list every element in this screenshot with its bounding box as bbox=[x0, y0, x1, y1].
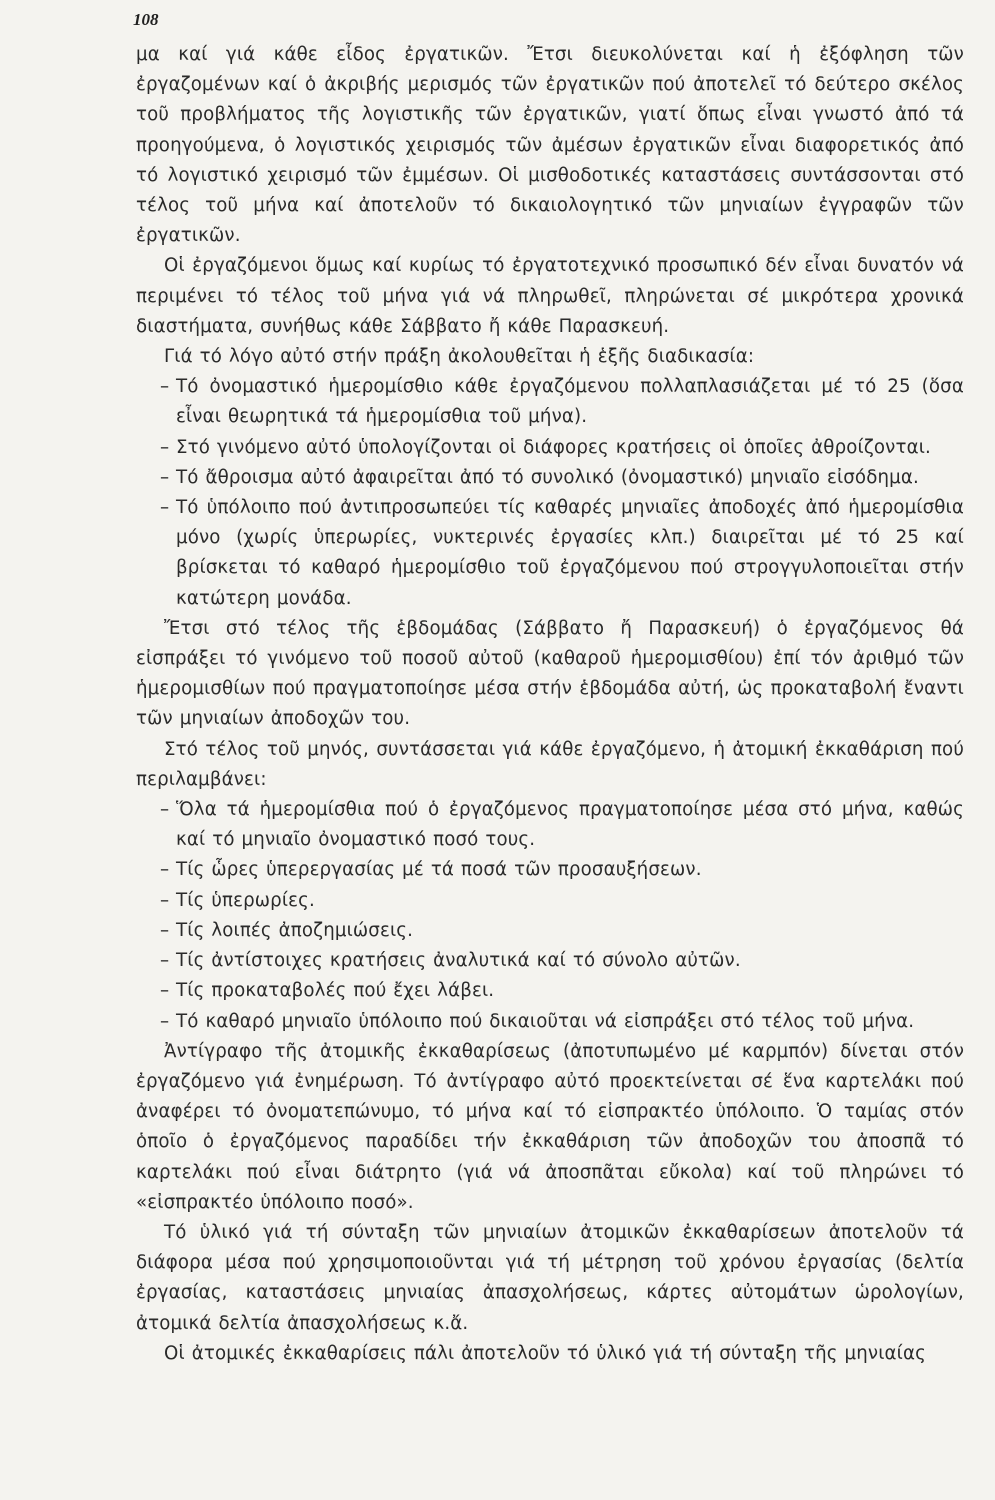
workers-paragraph: Οἱ ἐργαζόμενοι ὅμως καί κυρίως τό ἐργατοτεχνικό προσωπικό δέν εἶναι δυνατόν νά περιμένει τό τέλος τοῦ μήνα γιά νά πληρωθεῖ, πληρώνεται σέ μικρότερα χρονικά διαστήματα, συνήθως κάθε Σάββατο ἤ κάθε Παρασκευή. bbox=[136, 255, 964, 337]
week-paragraph: Ἔτσι στό τέλος τῆς ἑβδομάδας (Σάββατο ἤ Παρασκευή) ὁ ἐργαζόμενος θά εἰσπράξει τό γινόμενο τοῦ ποσοῦ αὐτοῦ (καθαροῦ ἡμερομισθίου) ἐπί τόν ἀριθμό τῶν ἡμερομισθίων πού πραγματοποίησε μέσα στήν ἑβδομάδα αὐτή, ὡς προκαταβολή ἔναντι τῶν μηνιαίων ἀποδοχῶν του. bbox=[136, 617, 964, 730]
body-text bbox=[136, 40, 964, 1369]
month-paragraph: Στό τέλος τοῦ μηνός, συντάσσεται γιά κάθε ἐργαζόμενο, ἡ ἀτομική ἐκκαθάριση πού περιλαμβάνει: bbox=[136, 738, 964, 790]
intro-paragraph: μα καί γιά κάθε εἶδος ἐργατικῶν. Ἔτσι διευκολύνεται καί ἡ ἐξόφληση τῶν ἐργαζομένων καί ὁ ἀκριβής μερισμός τῶν ἐργατικῶν πού ἀποτελεῖ τό δεύτερο σκέλος τοῦ προβλήματος τῆς λογιστικῆς τῶν ἐργατικῶν, γιατί ὅπως εἶναι γνωστό ἀπό τά προηγούμενα, ὁ λογιστικός χειρισμός τῶν ἀμέσων ἐργατικῶν εἶναι διαφορετικός ἀπό τό λογιστικό χειρισμό τῶν ἐμμέσων. Οἱ μισθοδοτικές καταστάσεις συντάσσονται στό τέλος τοῦ μήνα καί ἀποτελοῦν τό δικαιολογητικό τῶν μηνιαίων ἐγγραφῶν τῶν ἐργατικῶν. bbox=[136, 44, 964, 247]
month-list bbox=[136, 795, 964, 1037]
list-item: – Τίς ὑπερωρίες. bbox=[160, 889, 315, 911]
list-item: – Τίς λοιπές ἀποζημιώσεις. bbox=[160, 919, 414, 941]
material-paragraph: Τό ὑλικό γιά τή σύνταξη τῶν μηνιαίων ἀτομικῶν ἐκκαθαρίσεων ἀποτελοῦν τά διάφορα μέσα πού χρησιμοποιοῦνται γιά τή μέτρηση τοῦ χρόνου ἐργασίας (δελτία ἐργασίας, καταστάσεις μηνιαίας ἀπασχολήσεως, κάρτες αὐτομάτων ὡρολογίων, ἀτομικά δελτία ἀπασχολήσεως κ.ἄ. bbox=[136, 1221, 964, 1334]
copy-paragraph: Ἀντίγραφο τῆς ἀτομικῆς ἐκκαθαρίσεως (ἀποτυπωμένο μέ καρμπόν) δίνεται στόν ἐργαζόμενο γιά ἐνημέρωση. Τό ἀντίγραφο αὐτό προεκτείνεται σέ ἕνα καρτελάκι πού ἀναφέρει τό ὀνοματεπώνυμο, τό μήνα καί τό εἰσπρακτέο ὑπόλοιπο. Ὁ ταμίας στόν ὁποῖο ὁ ἐργαζόμενος παραδίδει τήν ἐκκαθάριση τῶν ἀποδοχῶν του ἀποσπᾶ τό καρτελάκι πού εἶναι διάτρητο (γιά νά ἀποσπᾶται εὔκολα) καί τοῦ πληρώνει τό «εἰσπρακτέο ὑπόλοιπο ποσό». bbox=[136, 1040, 964, 1213]
list-item: – Τίς ὧρες ὑπερεργασίας μέ τά ποσά τῶν προσαυξήσεων. bbox=[160, 859, 702, 881]
last-paragraph: Οἱ ἀτομικές ἐκκαθαρίσεις πάλι ἀποτελοῦν τό ὑλικό γιά τή σύνταξη τῆς μηνιαίας bbox=[164, 1342, 926, 1364]
procedure-list bbox=[136, 372, 964, 614]
list-item: – Τό ὑπόλοιπο πού ἀντιπροσωπεύει τίς καθαρές μηνιαῖες ἀποδοχές ἀπό ἡμερομίσθια μόνο (χωρίς ὑπερωρίες, νυκτερινές ἐργασίες κλπ.) διαιρεῖται μέ τό 25 καί βρίσκεται τό καθαρό ἡμερομίσθιο τοῦ ἐργαζόμενου πού στρογγυλοποιεῖται στήν κατώτερη μονάδα. bbox=[160, 497, 964, 609]
list-item: – Τό καθαρό μηνιαῖο ὑπόλοιπο πού δικαιοῦται νά εἰσπράξει στό τέλος τοῦ μήνα. bbox=[160, 1010, 915, 1032]
procedure-paragraph: Γιά τό λόγο αὐτό στήν πράξη ἀκολουθεῖται ἡ ἑξῆς διαδικασία: bbox=[164, 346, 755, 368]
list-item: – Ὅλα τά ἡμερομίσθια πού ὁ ἐργαζόμενος πραγματοποίησε μέσα στό μήνα, καθώς καί τό μηνιαῖο ὀνομαστικό ποσό τους. bbox=[160, 799, 964, 851]
list-item: – Τό ὀνομαστικό ἡμερομίσθιο κάθε ἐργαζόμενου πολλαπλασιάζεται μέ τό 25 (ὅσα εἶναι θεωρητικά τά ἡμερομίσθια τοῦ μήνα). bbox=[160, 376, 964, 428]
list-item: – Τίς προκαταβολές πού ἔχει λάβει. bbox=[160, 980, 495, 1002]
list-item: – Στό γινόμενο αὐτό ὑπολογίζονται οἱ διάφορες κρατήσεις οἱ ὁποῖες ἀθροίζονται. bbox=[160, 436, 931, 458]
list-item: – Τό ἄθροισμα αὐτό ἀφαιρεῖται ἀπό τό συνολικό (ὀνομαστικό) μηνιαῖο εἰσόδημα. bbox=[160, 466, 919, 488]
page-number: 108 bbox=[133, 10, 159, 29]
list-item: – Τίς ἀντίστοιχες κρατήσεις ἀναλυτικά καί τό σύνολο αὐτῶν. bbox=[160, 950, 741, 972]
